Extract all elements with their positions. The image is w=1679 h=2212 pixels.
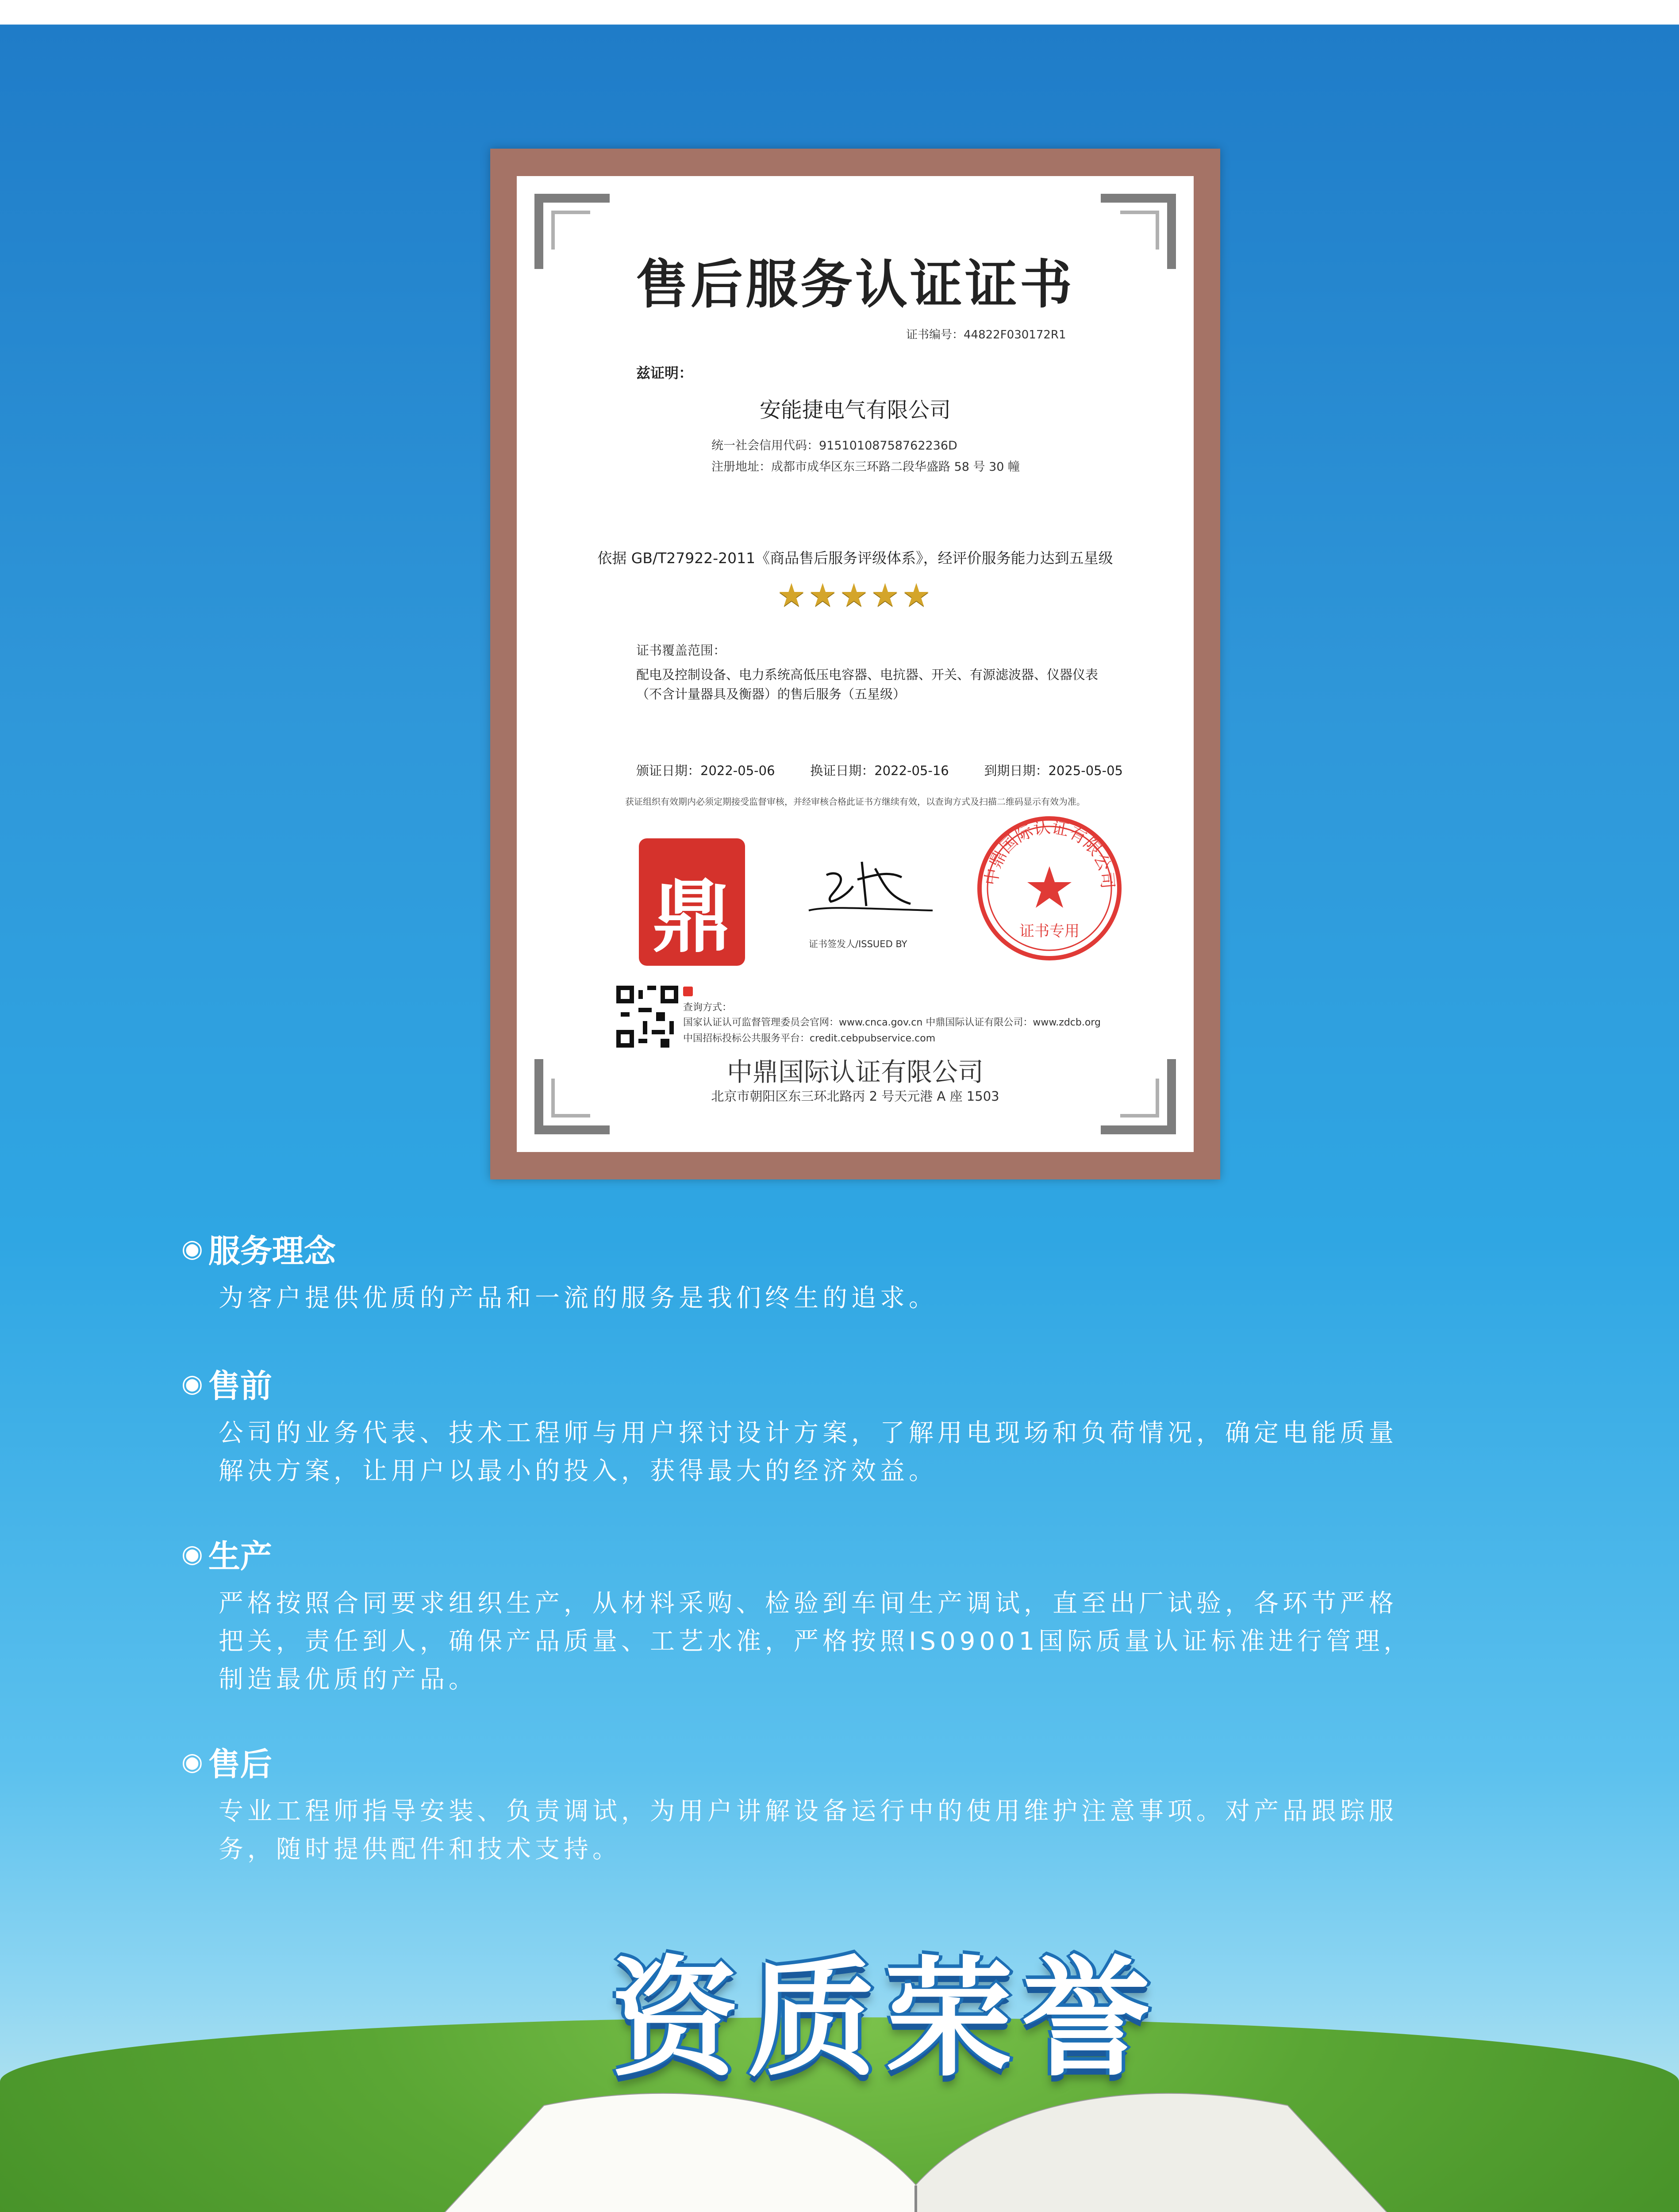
scope-heading: 证书覆盖范围： bbox=[636, 643, 726, 658]
section-title: 售后 bbox=[208, 1745, 272, 1783]
bullet-icon: ◉ bbox=[181, 1369, 203, 1398]
credit-code: 统一社会信用代码：91510108758762236D bbox=[711, 439, 957, 453]
validity-note: 获证组织有效期内必须定期接受监督审核，并经审核合格此证书方继续有效，以查询方式及扫描二维码显示有效为准。 bbox=[625, 796, 1085, 807]
issue-date: 颁证日期：2022-05-06 bbox=[636, 763, 775, 778]
bullet-icon: ◉ bbox=[181, 1234, 203, 1263]
official-stamp-icon bbox=[974, 813, 1125, 964]
scope-text bbox=[636, 665, 1123, 704]
contact-line: 中国招标投标公共服务平台：credit.cebpubservice.com bbox=[683, 1033, 936, 1044]
section-service-concept bbox=[181, 1225, 1509, 1317]
signer-label: 证书签发人/ISSUED BY bbox=[809, 939, 907, 949]
section-after-sale bbox=[181, 1739, 1509, 1869]
section-title: 服务理念 bbox=[208, 1232, 336, 1270]
section-line: 把关，责任到人，确保产品质量、工艺水准，严格按照IS09001国际质量认证标准进行管理， bbox=[219, 1627, 1413, 1656]
qualification-banner-title: 资质荣誉 bbox=[611, 1943, 1159, 2094]
section-line: 为客户提供优质的产品和一流的服务是我们终生的追求。 bbox=[219, 1284, 937, 1313]
section-production bbox=[181, 1531, 1509, 1699]
certificate-dates bbox=[636, 761, 1123, 779]
book-icon bbox=[411, 2053, 1420, 2212]
certified-company: 安能捷电气有限公司 bbox=[759, 398, 951, 422]
registered-address: 注册地址：成都市成华区东三环路二段华盛路 58 号 30 幢 bbox=[711, 460, 1020, 474]
section-title: 生产 bbox=[208, 1537, 272, 1575]
section-line: 公司的业务代表、技术工程师与用户探讨设计方案，了解用电现场和负荷情况，确定电能质量 bbox=[219, 1419, 1398, 1448]
contact-heading: 查询方式： bbox=[683, 1002, 732, 1013]
issuer-address: 北京市朝阳区东三环北路丙 2 号天元港 A 座 1503 bbox=[711, 1089, 999, 1104]
logo-seal-icon: 鼎 bbox=[639, 838, 745, 966]
certificate-number: 证书编号：44822F030172R1 bbox=[906, 328, 1066, 342]
scope-line: （不含计量器具及衡器）的售后服务（五星级） bbox=[636, 687, 906, 702]
signature bbox=[800, 844, 941, 933]
five-star-rating: ★★★★★ bbox=[777, 576, 934, 614]
contact-line: 国家认证认可监督管理委员会官网：www.cnca.gov.cn 中鼎国际认证有限公司：www.zdcb.org bbox=[683, 1017, 1101, 1028]
bullet-icon: ◉ bbox=[181, 1747, 203, 1776]
scope-line: 配电及控制设备、电力系统高低压电容器、电抗器、开关、有源滤波器、仪器仪表 bbox=[636, 667, 1099, 682]
certificate-paper bbox=[517, 176, 1194, 1152]
section-pre-sale bbox=[181, 1360, 1509, 1490]
section-line: 专业工程师指导安装、负责调试，为用户讲解设备运行中的使用维护注意事项。对产品跟踪服 bbox=[219, 1797, 1398, 1826]
section-line: 务，随时提供配件和技术支持。 bbox=[219, 1835, 621, 1864]
section-line: 解决方案，让用户以最小的投入，获得最大的经济效益。 bbox=[219, 1457, 937, 1486]
section-line: 制造最优质的产品。 bbox=[219, 1665, 477, 1694]
stamp-text: 中鼎国际认证有限公司 bbox=[981, 817, 1118, 890]
qr-code-icon bbox=[616, 986, 678, 1048]
stamp-sub: 证书专用 bbox=[1019, 922, 1080, 940]
renew-date: 换证日期：2022-05-16 bbox=[810, 763, 949, 778]
section-line: 严格按照合同要求组织生产，从材料采购、检验到车间生产调试，直至出厂试验，各环节严格 bbox=[219, 1589, 1398, 1618]
certificate-title: 售后服务认证证书 bbox=[635, 253, 1075, 315]
contact-icon bbox=[683, 987, 693, 996]
certificate-frame bbox=[490, 149, 1220, 1179]
expire-date: 到期日期：2025-05-05 bbox=[984, 763, 1123, 778]
certification-basis: 依据 GB/T27922-2011《商品售后服务评级体系》，经评价服务能力达到五星级 bbox=[597, 549, 1113, 567]
certify-label: 兹证明： bbox=[636, 365, 693, 381]
issuer-name: 中鼎国际认证有限公司 bbox=[726, 1057, 984, 1087]
bullet-icon: ◉ bbox=[181, 1539, 203, 1568]
section-title: 售前 bbox=[208, 1367, 272, 1405]
